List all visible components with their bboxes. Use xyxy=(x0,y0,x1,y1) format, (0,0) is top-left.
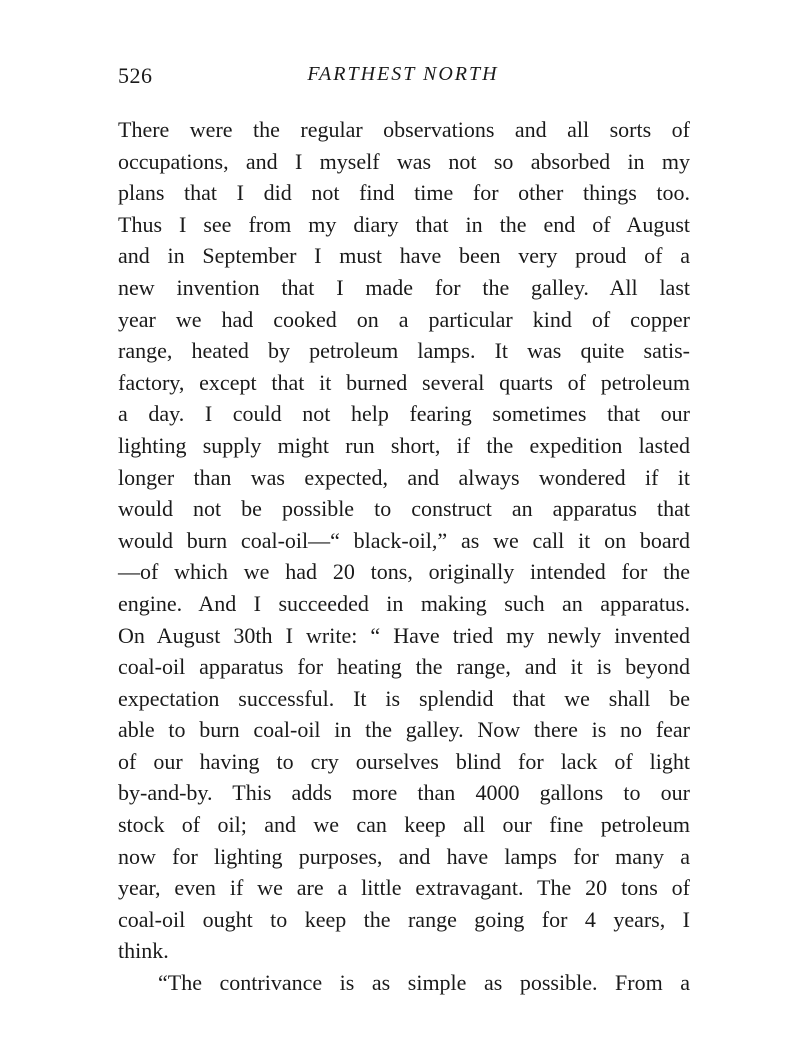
text-line: range, heated by petroleum lamps. It was quite satis- xyxy=(118,338,690,364)
text-line: a day. I could not help fearing sometimes that our xyxy=(118,401,690,427)
text-line: occupations, and I myself was not so absorbed in my xyxy=(118,148,690,174)
page-number: 526 xyxy=(118,63,153,88)
text-line: factory, except that it burned several quarts of petroleum xyxy=(118,369,690,395)
text-line: coal-oil apparatus for heating the range, and it is beyond xyxy=(118,654,690,680)
text-line: year, even if we are a little extravagant. The 20 tons of xyxy=(118,875,690,901)
text-line: coal-oil ought to keep the range going for 4 years, I xyxy=(118,906,690,932)
running-title: FARTHEST NORTH xyxy=(307,63,499,85)
text-line: now for lighting purposes, and have lamps for many a xyxy=(118,843,690,869)
text-line: of our having to cry ourselves blind for lack of light xyxy=(118,748,690,774)
text-line: new invention that I made for the galley. All last xyxy=(118,274,690,300)
text-line: by-and-by. This adds more than 4000 gallons to our xyxy=(118,780,690,806)
text-line: stock of oil; and we can keep all our fine petroleum xyxy=(118,812,690,838)
page-header xyxy=(118,63,688,93)
text-line: plans that I did not find time for other things too. xyxy=(118,180,690,206)
text-line: lighting supply might run short, if the expedition lasted xyxy=(118,432,690,458)
body-text xyxy=(118,114,690,999)
text-line: would burn coal-oil—“ black-oil,” as we call it on board xyxy=(118,527,690,553)
paragraph-end-line: think. xyxy=(118,938,169,964)
text-line: expectation successful. It is splendid that we shall be xyxy=(118,685,690,711)
text-line: and in September I must have been very proud of a xyxy=(118,243,690,269)
text-line: —of which we had 20 tons, originally intended for the xyxy=(118,559,690,585)
text-line: would not be possible to construct an apparatus that xyxy=(118,496,690,522)
text-line: On August 30th I write: “ Have tried my newly invented xyxy=(118,622,690,648)
text-line: able to burn coal-oil in the galley. Now there is no fear xyxy=(118,717,690,743)
paragraph-start-line: “The contrivance is as simple as possible. From a xyxy=(158,970,690,996)
text-line: There were the regular observations and all sorts of xyxy=(118,117,690,142)
text-line: longer than was expected, and always wondered if it xyxy=(118,464,690,490)
text-line: year we had cooked on a particular kind of copper xyxy=(118,306,690,332)
text-line: engine. And I succeeded in making such an apparatus. xyxy=(118,590,690,616)
text-line: Thus I see from my diary that in the end of August xyxy=(118,211,690,237)
